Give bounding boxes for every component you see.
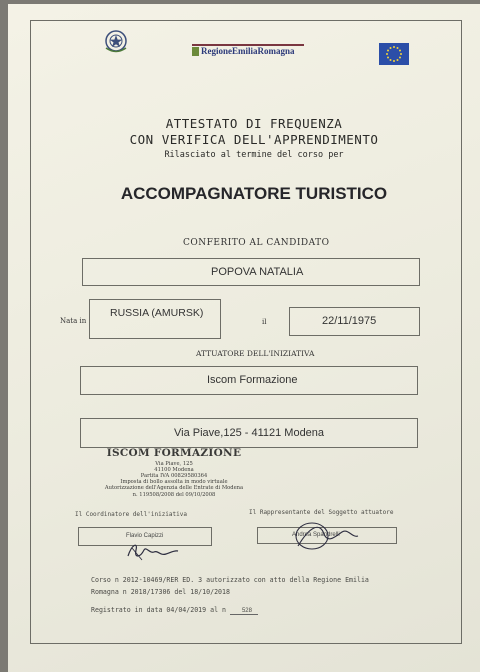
candidate-name-box bbox=[82, 258, 420, 286]
issuer-stamp-line: n. 119508/2008 del 09/10/2008 bbox=[132, 491, 216, 498]
birthplace-box bbox=[89, 299, 221, 339]
issuer-stamp-line: 41100 Modena bbox=[154, 466, 194, 473]
coordinator-name: Flavio Capizzi bbox=[126, 533, 164, 539]
birthplace-label: Nata in bbox=[60, 317, 87, 325]
birth-date-label: il bbox=[262, 318, 267, 326]
representative-name: Andrea Spandrelli bbox=[292, 532, 340, 538]
certificate-subtitle: CON VERIFICA DELL'APPRENDIMENTO bbox=[129, 132, 379, 147]
implementer-address-box bbox=[80, 418, 418, 448]
eu-flag-icon bbox=[379, 43, 409, 65]
region-logo-mark-icon bbox=[192, 47, 199, 56]
issuer-stamp-name: ISCOM FORMAZIONE bbox=[106, 447, 242, 459]
issuer-stamp-line: Via Piave, 125 bbox=[155, 460, 193, 467]
birth-date-box bbox=[289, 307, 420, 336]
issuer-stamp bbox=[84, 448, 264, 498]
region-logo bbox=[192, 44, 304, 58]
course-authorization-line-2: Romagna n 2018/17306 del 18/10/2018 bbox=[91, 588, 230, 596]
course-authorization-line: Corso n 2012-10469/RER ED. 3 autorizzato con atto della Regione Emilia bbox=[91, 576, 369, 584]
representative-signature bbox=[290, 516, 360, 554]
registration-prefix: Registrato in data 04/04/2019 al n bbox=[91, 606, 226, 614]
coordinator-signature bbox=[122, 538, 182, 564]
candidate-heading: CONFERITO AL CANDIDATO bbox=[183, 238, 330, 248]
registration-line bbox=[91, 606, 258, 615]
issuer-stamp-line: Partita IVA 00829580364 bbox=[140, 472, 208, 479]
certificate-title: ATTESTATO DI FREQUENZA bbox=[165, 116, 343, 131]
issuer-stamp-line: Imposta di bollo assolta in modo virtuale bbox=[120, 479, 228, 486]
birth-date-value: 22/11/1975 bbox=[322, 315, 377, 327]
certificate-issued-for: Rilasciato al termine del corso per bbox=[164, 150, 344, 160]
coordinator-title: Il Coordinatore dell'iniziativa bbox=[75, 511, 187, 518]
candidate-name: POPOVA NATALIA bbox=[211, 266, 304, 278]
representative-title: Il Rappresentante del Soggetto attuatore bbox=[249, 509, 394, 516]
issuer-stamp-line: Autorizzazione dell'Agenzia delle Entrate di Modena bbox=[104, 485, 244, 492]
implementer-name: Iscom Formazione bbox=[207, 374, 298, 386]
implementer-heading: ATTUATORE DELL'INIZIATIVA bbox=[196, 349, 315, 358]
registration-number: 528 bbox=[230, 608, 258, 615]
course-name: ACCOMPAGNATORE TURISTICO bbox=[120, 184, 388, 203]
implementer-address: Via Piave,125 - 41121 Modena bbox=[174, 427, 325, 439]
birthplace-value: RUSSIA (AMURSK) bbox=[110, 307, 204, 319]
implementer-name-box bbox=[80, 366, 418, 395]
region-logo-text: RegioneEmiliaRomagna bbox=[201, 46, 295, 56]
italian-emblem-icon bbox=[103, 28, 129, 54]
